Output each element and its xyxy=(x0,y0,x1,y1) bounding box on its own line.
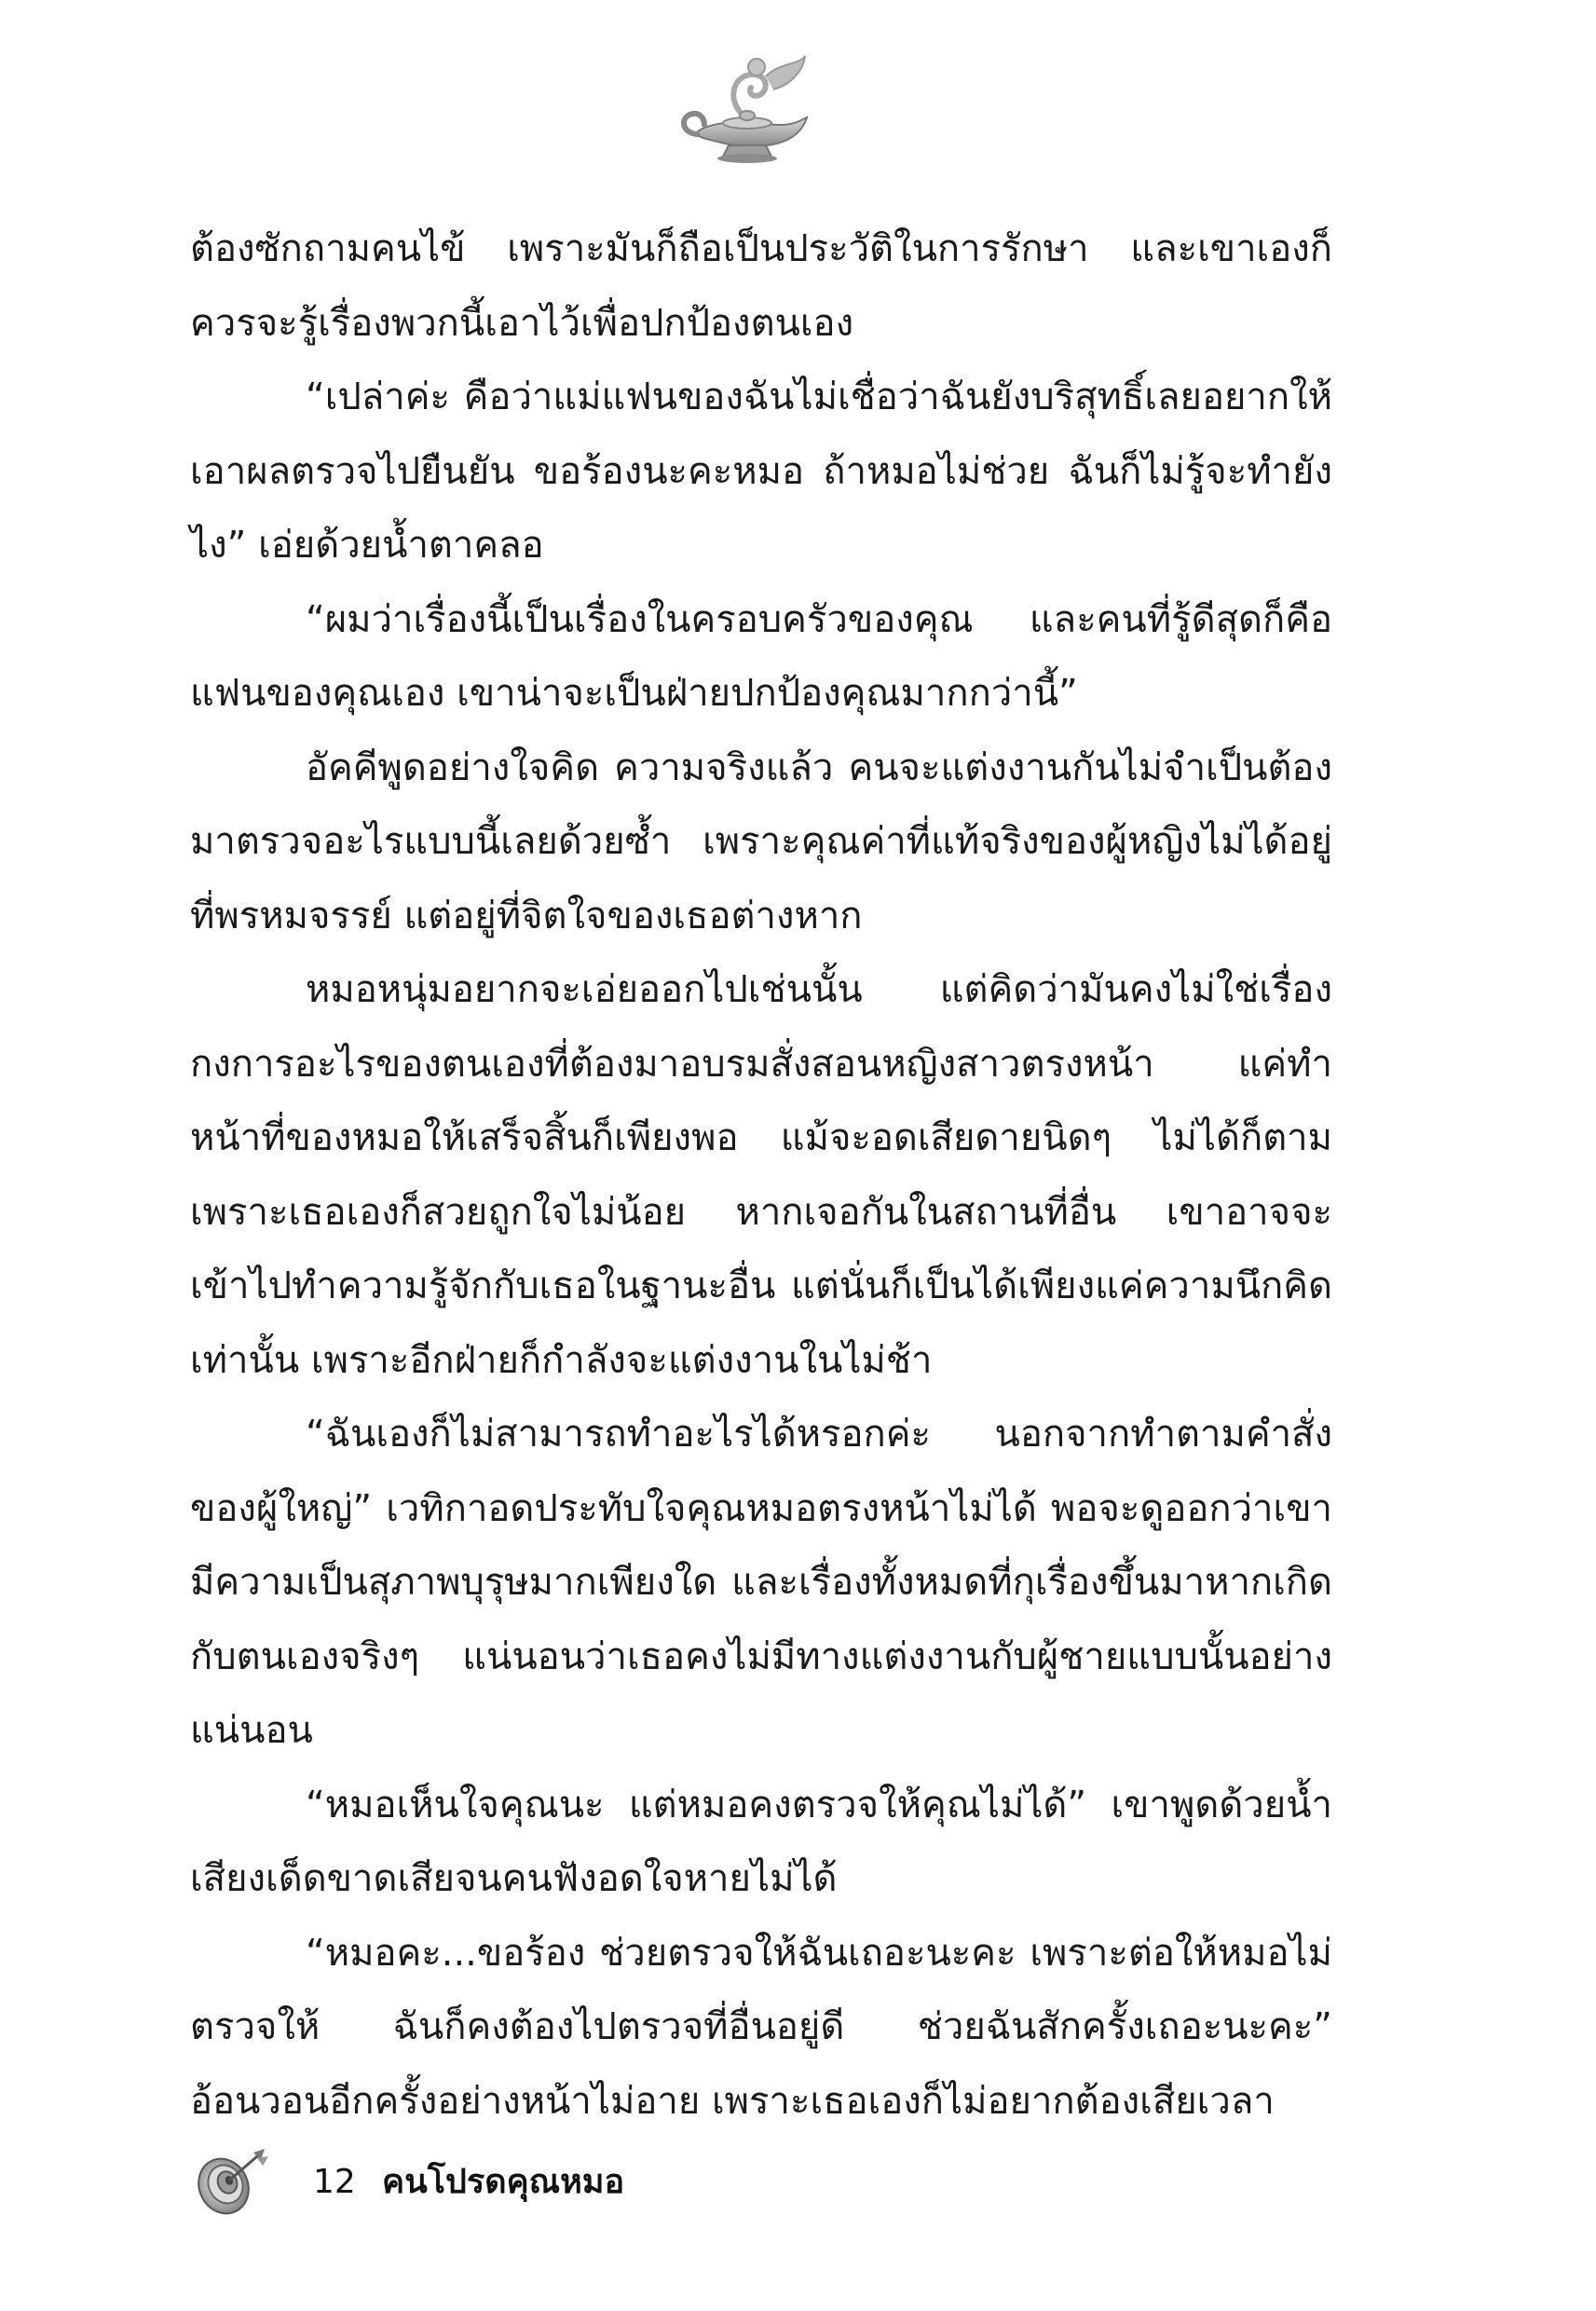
paragraph: “เปล่าค่ะ คือว่าแม่แฟนของฉันไม่เชื่อว่าฉันยังบริสุทธิ์เลยอยากให้เอาผลตรวจไปยืนยัน ขอร้องนะคะหมอ ถ้าหมอไม่ช่วย ฉันก็ไม่รู้จะทำยังไง” เอ่ยด้วยน้ำตาคลอ xyxy=(190,376,1332,567)
paragraph: “หมอคะ...ขอร้อง ช่วยตรวจให้ฉันเถอะนะคะ เพราะต่อให้หมอไม่ตรวจให้ ฉันก็คงต้องไปตรวจที่อื่นอยู่ดี ช่วยฉันสักครั้งเถอะนะคะ” อ้อนวอนอีกครั้งอย่างหน้าไม่อาย เพราะเธอเองก็ไม่อยากต้องเสียเวลา xyxy=(190,1931,1332,2123)
paragraph: “ฉันเองก็ไม่สามารถทำอะไรได้หรอกค่ะ นอกจากทำตามคำสั่งของผู้ใหญ่” เวทิกาอดประทับใจคุณหมอตรงหน้าไม่ได้ พอจะดูออกว่าเขามีความเป็นสุภาพบุรุษมากเพียงใด และเรื่องทั้งหมดที่กุเรื่องขึ้นมาหากเกิดกับตนเองจริงๆ แน่นอนว่าเธอคงไม่มีทางแต่งงานกับผู้ชายแบบนั้นอย่างแน่นอน xyxy=(190,1413,1332,1752)
paragraph: อัคคีพูดอย่างใจคิด ความจริงแล้ว คนจะแต่งงานกันไม่จำเป็นต้องมาตรวจอะไรแบบนี้เลยด้วยซ้ำ เพราะคุณค่าที่แท้จริงของผู้หญิงไม่ได้อยู่ที่พรหมจรรย์ แต่อยู่ที่จิตใจของเธอต่างหาก xyxy=(190,745,1332,937)
page-footer xyxy=(190,2143,1029,2218)
genie-lamp-icon xyxy=(676,48,825,170)
paragraph: “หมอเห็นใจคุณนะ แต่หมอคงตรวจให้คุณไม่ได้” เขาพูดด้วยน้ำเสียงเด็ดขาดเสียจนคนฟังอดใจหายไม่ได้ xyxy=(190,1783,1332,1900)
page-number: 12 xyxy=(313,2163,356,2201)
paragraph: หมอหนุ่มอยากจะเอ่ยออกไปเช่นนั้น แต่คิดว่ามันคงไม่ใช่เรื่องกงการอะไรของตนเองที่ต้องมาอบรมสั่งสอนหญิงสาวตรงหน้า แค่ทำหน้าที่ของหมอให้เสร็จสิ้นก็เพียงพอ แม้จะอดเสียดายนิดๆ ไม่ได้ก็ตาม เพราะเธอเองก็สวยถูกใจไม่น้อย หากเจอกันในสถานที่อื่น เขาอาจจะเข้าไปทำความรู้จักกับเธอในฐานะอื่น แต่นั่นก็เป็นได้เพียงแค่ความนึกคิดเท่านั้น เพราะอีกฝ่ายก็กำลังจะแต่งงานในไม่ช้า xyxy=(190,968,1332,1382)
book-title: คนโปรดคุณหมอ xyxy=(382,2163,625,2201)
paragraph: “ผมว่าเรื่องนี้เป็นเรื่องในครอบครัวของคุณ และคนที่รู้ดีสุดก็คือแฟนของคุณเอง เขาน่าจะเป็นฝ่ายปกป้องคุณมากกว่านี้” xyxy=(190,597,1332,715)
dart-target-icon xyxy=(190,2143,274,2218)
body-text xyxy=(190,212,1332,2139)
paragraph: ต้องซักถามคนไข้ เพราะมันก็ถือเป็นประวัติในการรักษา และเขาเองก็ควรจะรู้เรื่องพวกนี้เอาไว้เพื่อปกป้องตนเอง xyxy=(190,227,1332,345)
